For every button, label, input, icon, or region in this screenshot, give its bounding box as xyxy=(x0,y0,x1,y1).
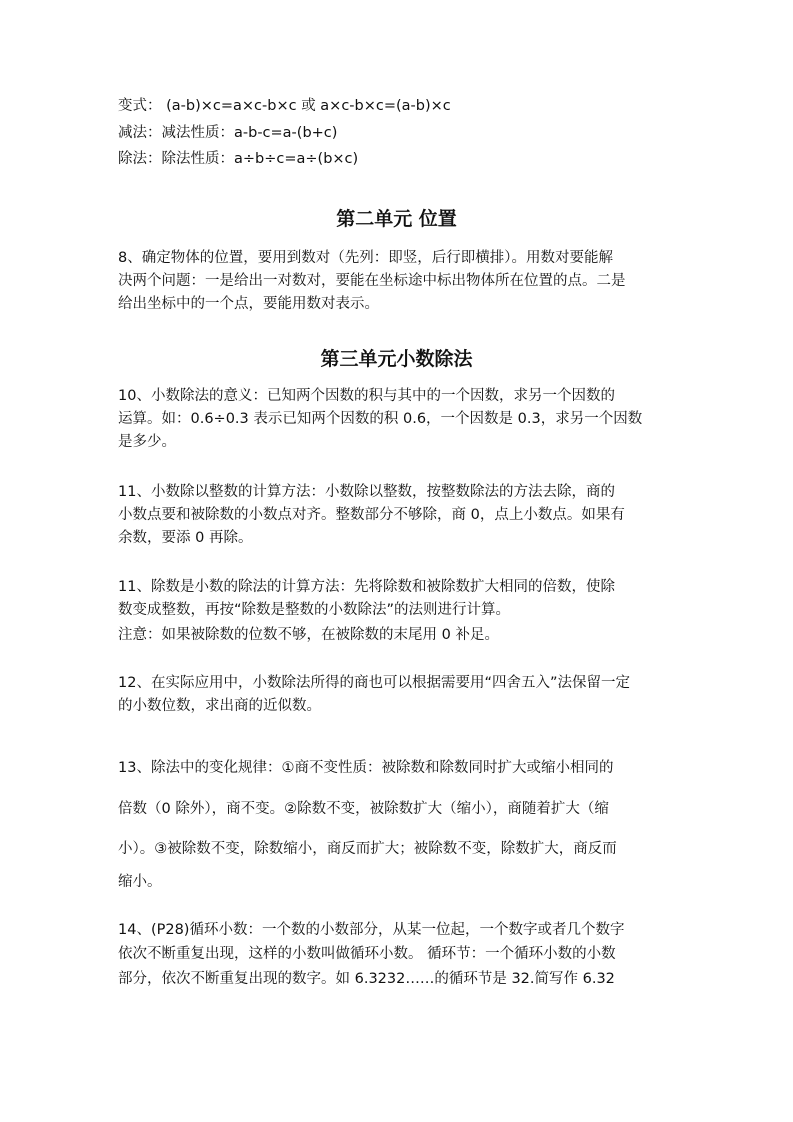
p11b-line-1: 11、除数是小数的除法的计算方法：先将除数和被除数扩大相同的倍数，使除 xyxy=(118,579,615,595)
formula-variant: 变式： (a-b)×c=a×c-b×c 或 a×c-b×c=(a-b)×c xyxy=(118,98,451,114)
unit2-title: 第二单元 位置 xyxy=(336,208,457,230)
p14-line-2: 依次不断重复出现，这样的小数叫做循环小数。 循环节：一个循环小数的小数 xyxy=(118,946,616,962)
p14-line-3: 部分，依次不断重复出现的数字。如 6.3232……的循环节是 32.简写作 6.32 xyxy=(118,971,615,987)
p11a-line-1: 11、小数除以整数的计算方法：小数除以整数，按整数除法的方法去除，商的 xyxy=(118,484,615,500)
p8-line-3: 给出坐标中的一个点，要能用数对表示。 xyxy=(118,296,379,312)
p12-line-2: 的小数位数，求出商的近似数。 xyxy=(118,698,321,714)
p10-line-3: 是多少。 xyxy=(118,434,176,450)
p11b-line-2: 数变成整数，再按“除数是整数的小数除法”的法则进行计算。 xyxy=(118,602,511,618)
formula-subtraction: 减法：减法性质：a-b-c=a-(b+c) xyxy=(118,125,338,141)
formula-division: 除法：除法性质：a÷b÷c=a÷(b×c) xyxy=(118,151,359,167)
p12-line-1: 12、在实际应用中，小数除法所得的商也可以根据需要用“四舍五入”法保留一定 xyxy=(118,675,630,691)
p13-line-3: 小）。③被除数不变，除数缩小，商反而扩大；被除数不变，除数扩大，商反而 xyxy=(118,841,617,857)
unit3-title: 第三单元小数除法 xyxy=(320,348,473,370)
p13-line-1: 13、除法中的变化规律：①商不变性质：被除数和除数同时扩大或缩小相同的 xyxy=(118,760,614,776)
p10-line-1: 10、小数除法的意义：已知两个因数的积与其中的一个因数，求另一个因数的 xyxy=(118,388,615,404)
p10-line-2: 运算。如：0.6÷0.3 表示已知两个因数的积 0.6，一个因数是 0.3，求另一个因数 xyxy=(118,411,643,427)
p11a-line-2: 小数点要和被除数的小数点对齐。整数部分不够除，商 0，点上小数点。如果有 xyxy=(118,507,625,523)
p13-line-2: 倍数（0 除外），商不变。②除数不变，被除数扩大（缩小），商随着扩大（缩 xyxy=(118,801,609,817)
p11a-line-3: 余数，要添 0 再除。 xyxy=(118,530,253,546)
p14-line-1: 14、(P28)循环小数：一个数的小数部分，从某一位起，一个数字或者几个数字 xyxy=(118,922,625,938)
p8-line-2: 决两个问题：一是给出一对数对，要能在坐标途中标出物体所在位置的点。二是 xyxy=(118,273,626,289)
p11b-note: 注意：如果被除数的位数不够，在被除数的末尾用 0 补足。 xyxy=(118,627,499,643)
p8-line-1: 8、确定物体的位置，要用到数对（先列：即竖，后行即横排）。用数对要能解 xyxy=(118,250,613,266)
p13-line-4: 缩小。 xyxy=(118,874,162,890)
